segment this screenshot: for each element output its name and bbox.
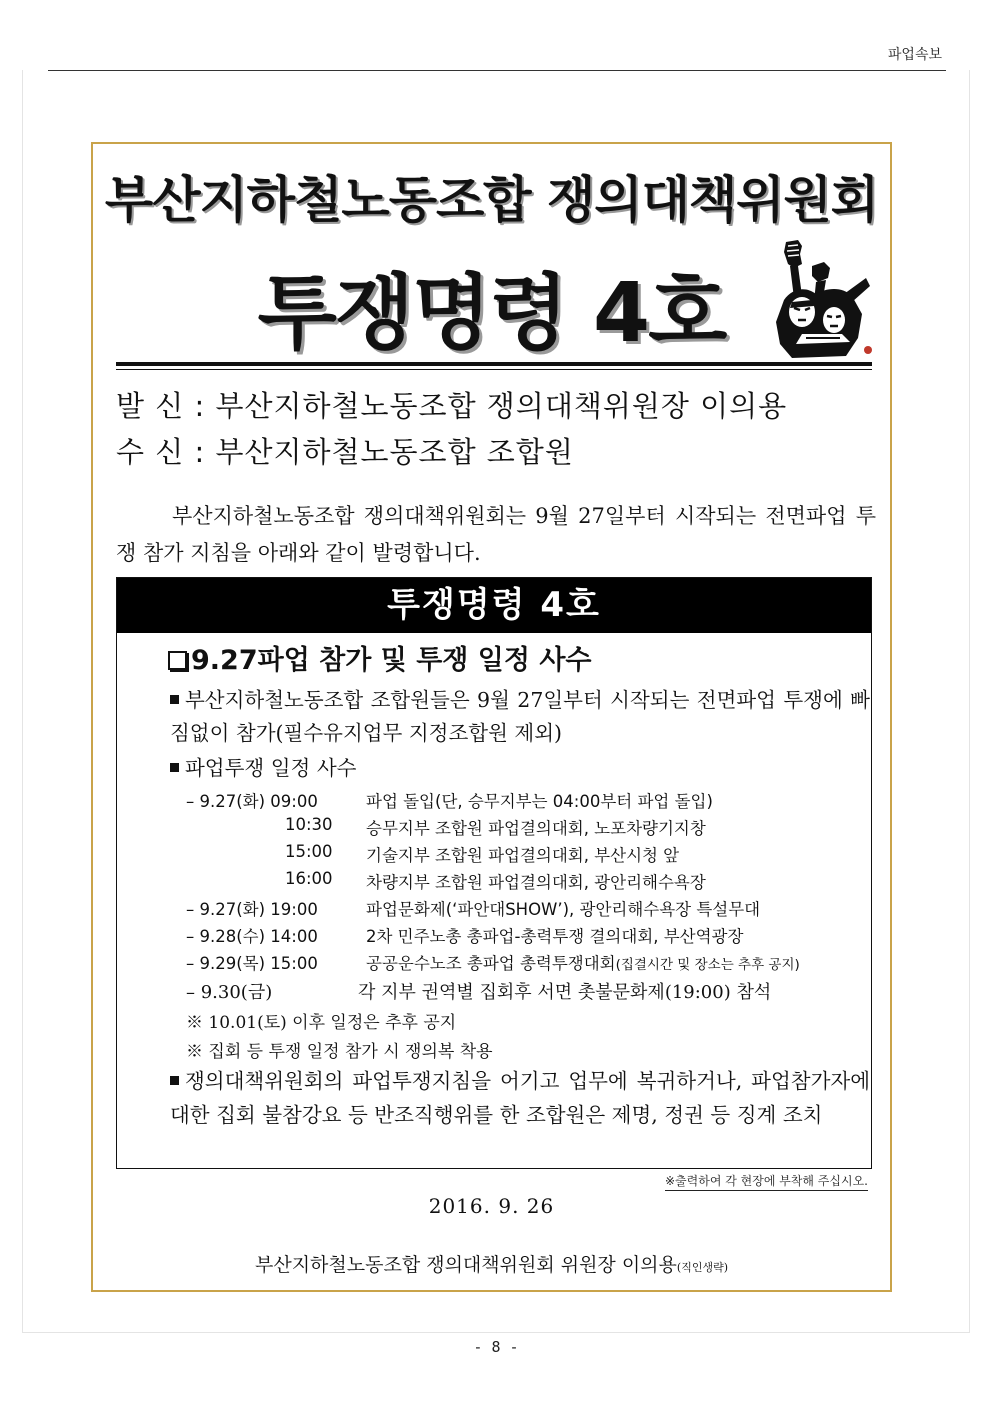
schedule-desc: 차량지부 조합원 파업결의대회, 광안리해수욕장 xyxy=(366,873,706,892)
schedule-desc-text: 공공운수노조 총파업 총력투쟁대회 xyxy=(366,954,616,973)
schedule-desc: 파업문화제(‘파안대SHOW’), 광안리해수욕장 특설무대 xyxy=(366,900,761,919)
bullet-discipline-text: 쟁의대책위원회의 파업투쟁지침을 어기고 업무에 복귀하거나, 파업참가자에 대한 집회 불참강요 등 반조직행위를 한 조합원은 제명, 정권 등 징계 조치 xyxy=(170,1069,870,1127)
header-label: 파업속보 xyxy=(887,47,942,63)
signature-text: 부산지하철노동조합 쟁의대책위원회 위원장 이의용 xyxy=(254,1254,677,1276)
signature-line xyxy=(91,1250,892,1277)
schedule-date: – 9.28(수) 14:00 xyxy=(186,927,318,946)
schedule-desc xyxy=(366,950,800,974)
sender-line: 발 신 : 부산지하철노동조합 쟁의대책위원장 이의용 xyxy=(116,389,788,423)
receiver-line: 수 신 : 부산지하철노동조합 조합원 xyxy=(116,435,574,469)
section-title-text: 9.27파업 참가 및 투쟁 일정 사수 xyxy=(191,645,592,676)
schedule-note: (집결시간 및 장소는 추후 공지) xyxy=(615,957,800,973)
schedule-desc: 기술지부 조합원 파업결의대회, 부산시청 앞 xyxy=(366,846,680,865)
bullet-participation xyxy=(170,684,870,750)
checkbox-square-icon xyxy=(168,651,187,670)
title-rule-thin xyxy=(116,369,872,370)
schedule-time: 16:00 xyxy=(285,869,333,888)
schedule-date: – 9.27(화) 09:00 xyxy=(186,792,318,811)
order-title: 투쟁명령 4호 xyxy=(257,266,726,361)
seal-note: (직인생략) xyxy=(676,1261,728,1274)
schedule-desc: 파업 돌입(단, 승무지부는 04:00부터 파업 돌입) xyxy=(366,792,713,811)
raised-fist-worker-emblem-icon xyxy=(772,238,876,362)
bullet-participation-text: 부산지하철노동조합 조합원들은 9월 27일부터 시작되는 전면파업 투쟁에 빠짐없이 참가(필수유지업무 지정조합원 제외) xyxy=(170,688,870,745)
committee-title: 부산지하철노동조합 쟁의대책위원회 xyxy=(104,171,879,229)
document-date: 2016. 9. 26 xyxy=(428,1194,555,1218)
page-number: - 8 - xyxy=(473,1338,519,1356)
schedule-desc: 2차 민주노총 총파업-총력투쟁 결의대회, 부산역광장 xyxy=(366,927,744,946)
schedule-date: – 9.29(목) 15:00 xyxy=(186,954,318,973)
schedule-desc: 승무지부 조합원 파업결의대회, 노포차량기지창 xyxy=(366,819,706,838)
bullet-schedule xyxy=(170,752,870,785)
schedule-time: 10:30 xyxy=(285,815,333,834)
note-later-schedule: ※ 10.01(토) 이후 일정은 추후 공지 xyxy=(186,1013,457,1033)
square-bullet-icon xyxy=(170,1076,179,1085)
section-title xyxy=(168,638,592,677)
schedule-desc: 각 지부 권역별 집회후 서면 촛불문화제(19:00) 참석 xyxy=(358,982,772,1003)
schedule-time: 15:00 xyxy=(285,842,333,861)
print-note: ※출력하여 각 현장에 부착해 주십시오. xyxy=(665,1172,868,1191)
schedule-date: – 9.30(금) xyxy=(186,982,273,1003)
bullet-discipline xyxy=(170,1064,870,1132)
title-rule xyxy=(116,362,872,366)
square-bullet-icon xyxy=(170,695,179,704)
intro-paragraph: 부산지하철노동조합 쟁의대책위원회는 9월 27일부터 시작되는 전면파업 투쟁 참가 지침을 아래와 같이 발령합니다. xyxy=(116,504,876,565)
schedule-date: – 9.27(화) 19:00 xyxy=(186,900,318,919)
order-box-heading: 투쟁명령 4호 xyxy=(117,578,871,633)
note-strike-vest: ※ 집회 등 투쟁 일정 참가 시 쟁의복 착용 xyxy=(186,1042,493,1062)
bullet-schedule-text: 파업투쟁 일정 사수 xyxy=(185,756,357,780)
square-bullet-icon xyxy=(170,763,179,772)
